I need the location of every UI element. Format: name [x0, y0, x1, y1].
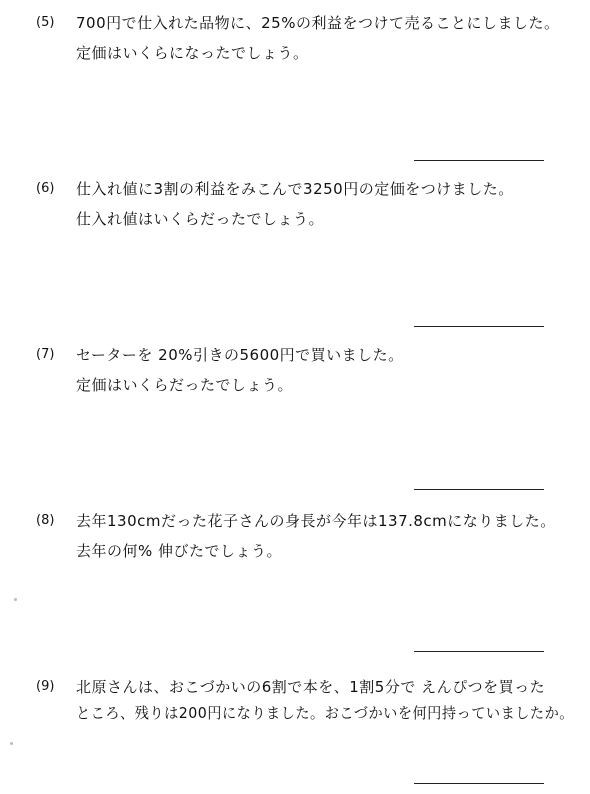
problem-text-line-2: ところ、残りは200円になりました。おこづかいを何円持っていましたか。 [76, 704, 574, 722]
problem-text-line-2: 定価はいくらになったでしょう。 [76, 44, 309, 62]
problem-number: (5) [36, 15, 55, 30]
answer-line-5[interactable] [414, 160, 544, 161]
problem-text-line-1: セーターを 20%引きの5600円で買いました。 [76, 346, 404, 364]
problem-text-line-2: 去年の何% 伸びたでしょう。 [76, 542, 283, 560]
answer-line-7[interactable] [414, 489, 544, 490]
problem-number: (9) [36, 679, 55, 694]
problem-number: (6) [36, 181, 55, 196]
problem-text-line-1: 700円で仕入れた品物に、25%の利益をつけて売ることにしました。 [76, 14, 560, 32]
answer-line-6[interactable] [414, 326, 544, 327]
scan-speck [10, 742, 13, 745]
answer-line-9[interactable] [414, 783, 544, 784]
problem-text-line-2: 仕入れ値はいくらだったでしょう。 [76, 210, 325, 228]
problem-text-line-1: 去年130cmだった花子さんの身長が今年は137.8cmになりました。 [76, 512, 556, 530]
answer-line-8[interactable] [414, 651, 544, 652]
problem-text-line-1: 北原さんは、おこづかいの6割で本を、1割5分で えんぴつを買った [76, 678, 546, 696]
problem-number: (7) [36, 347, 55, 362]
problem-number: (8) [36, 513, 55, 528]
problem-text-line-2: 定価はいくらだったでしょう。 [76, 376, 294, 394]
scan-speck [14, 598, 17, 601]
problem-text-line-1: 仕入れ値に3割の利益をみこんで3250円の定価をつけました。 [76, 180, 514, 198]
